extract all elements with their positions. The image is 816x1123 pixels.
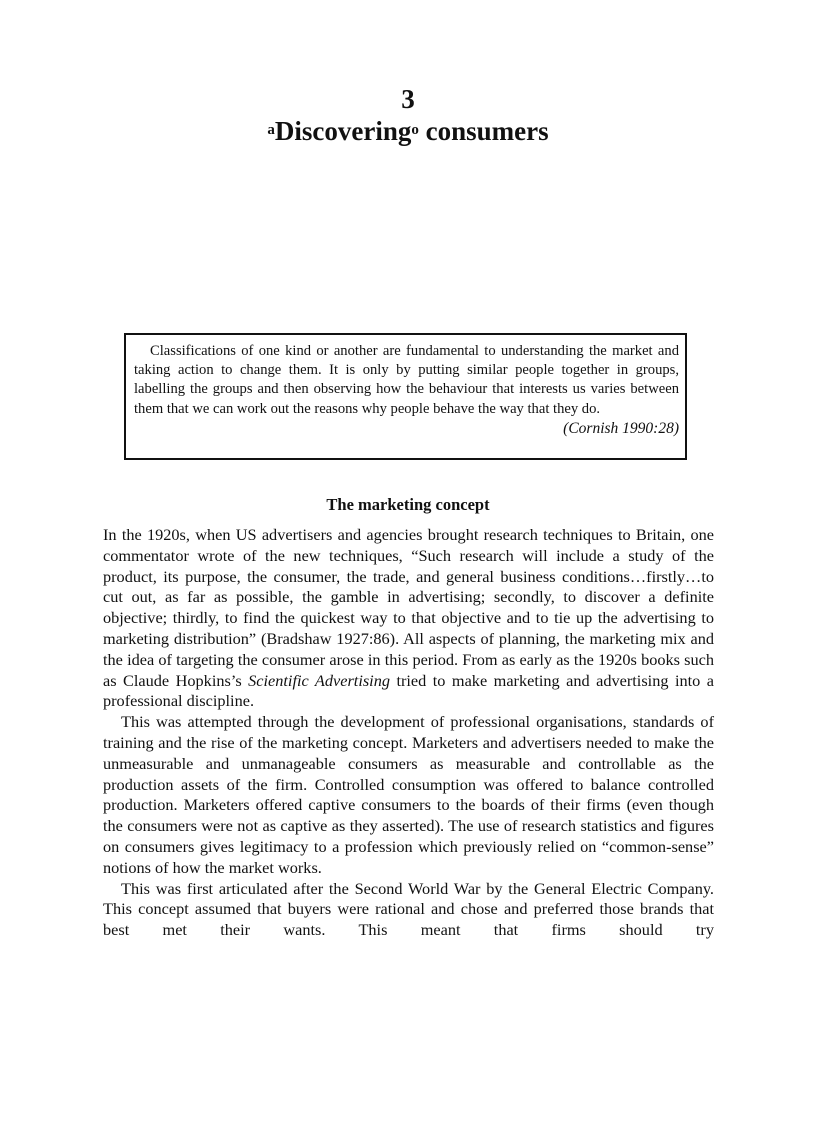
paragraph-3: This was first articulated after the Second World War by the General Electric Company. This concept assumed that buyers were rational and chose and preferred those brands that best met their wants. This meant that firms should try (103, 878, 714, 940)
paragraph-1-text-start: In the 1920s, when US advertisers and agencies brought research techniques to Britain, one commentator wrote of the new techniques, “Such research will include a study of the product, its purpose, the consumer, the trade, and general business conditions…firstly…to cut out, as far as possible, the gamble in advertising; secondly, to discover a definite objective; thirdly, to find the quickest way to that objective and to tie up the advertising to marketing distribution” (Bradshaw 1927:86). All aspects of planning, the marketing mix and the idea of targeting the consumer arose in this period. From as early as the 1920s books such as Claude Hopkins’s (103, 525, 714, 690)
epigraph-text: Classifications of one kind or another are fundamental to understanding the market and taking action to change them. It is only by putting similar people together in groups, labelling the groups and then observing how the behaviour that interests us varies between them that we can work out the reasons why people behave the way that they do. (134, 343, 679, 417)
chapter-number: 3 (401, 84, 415, 114)
title-close-quote-mark: o (411, 122, 419, 138)
book-title-italic: Scientific Advertising (248, 670, 390, 690)
chapter-title (0, 114, 816, 148)
body-text (103, 525, 714, 941)
paragraph-1-text-end: tried to make marketing and advertising into a professional discipline. (103, 670, 714, 711)
chapter-title-rest: consumers (418, 116, 549, 146)
chapter-title-word: Discovering (274, 116, 412, 146)
epigraph-box (124, 333, 687, 460)
paragraph-2: This was attempted through the development of professional organisations, standards of training and the rise of the marketing concept. Marketers and advertisers needed to make the unmeasurable and unmanageable consumers as measurable and controllable as the production assets of the firm. Controlled consumption was offered to balance controlled production. Marketers offered captive consumers to the boards of their firms (even though the consumers were not as captive as they asserted). The use of research statistics and figures on consumers gives legitimacy to a profession which previously relied on “common-sense” notions of how the market works. (103, 712, 714, 877)
paragraph-1 (103, 525, 714, 712)
section-heading: The marketing concept (326, 495, 490, 514)
epigraph-citation: (Cornish 1990:28) (563, 419, 679, 437)
title-open-quote-mark: a (267, 122, 275, 138)
